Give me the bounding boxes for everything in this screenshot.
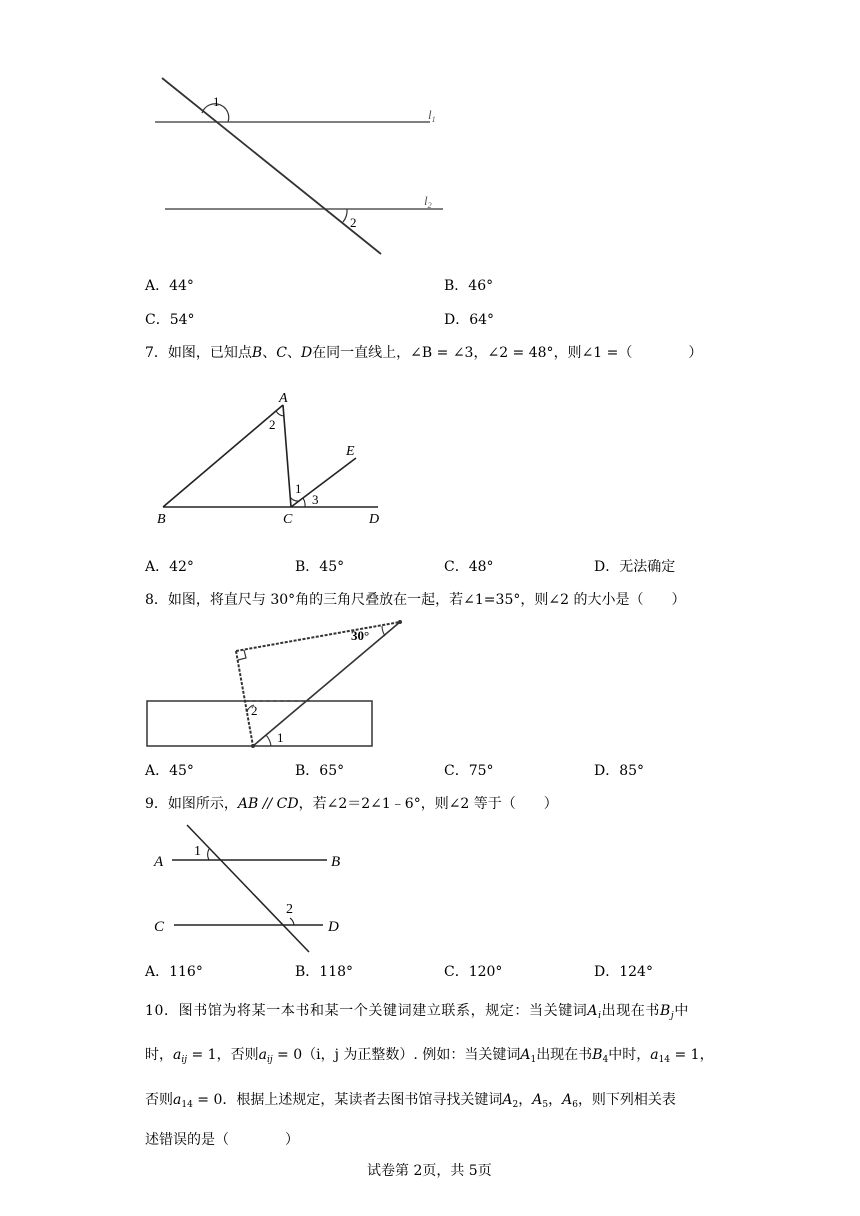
q6-label-2: 2 [350,215,357,230]
q8-option-d: D．85° [594,763,645,779]
q8-label-1: 1 [277,730,284,745]
q7-label-d: D [369,512,380,527]
q9-label-1: 1 [194,844,201,859]
q7-label-2: 2 [269,417,276,432]
q8-option-b: B．65° [295,763,345,779]
q6-option-a: A．44° [145,278,194,294]
q6-option-d: D．64° [444,312,495,328]
q9-label-d: D [328,919,339,935]
q9-label-b: B [331,854,341,870]
q9-angle2-arc [290,918,294,925]
q7-option-c: C．48° [444,559,494,575]
q9-label-2: 2 [286,902,293,917]
q10-line1: 10．图书馆为将某一本书和某一个关键词建立联系，规定：当关键词$A_i$出现在书$B_j$中 [145,1003,689,1021]
q7-label-3: 3 [312,492,319,507]
q7-stem: 7．如图，已知点B、C、D在同一直线上，∠B = ∠3，∠2 = 48°，则∠1 =（ ） [145,345,703,361]
q6-label-l1: $l_1$ [428,107,436,124]
q7-option-a: A．42° [145,559,194,575]
q6-label-l2: $l_2$ [424,193,432,210]
q8-stem: 8．如图，将直尺与 30°角的三角尺叠放在一起，若∠1=35°，则∠2 的大小是（ ） [145,592,686,608]
q9-option-a: A．116° [145,964,203,980]
q7-label-c: C [283,512,293,527]
q9-option-b: B．118° [295,964,354,980]
q10-line4: 述错误的是（ ） [145,1132,299,1148]
q9-transversal [187,825,309,952]
q9-option-d: D．124° [594,964,653,980]
q10-line3: 否则$a_{14} = 0$．根据上述规定，某读者去图书馆寻找关键词$A_2$，$A_5$，$A_6$，则下列相关表 [145,1092,676,1110]
q7-option-d: D．无法确定 [594,559,676,575]
q6-label-1: 1 [213,94,220,109]
q8-option-c: C．75° [444,763,494,779]
q7-option-b: B．45° [295,559,345,575]
q9-stem: 9．如图所示，AB // CD，若∠2＝2∠1﹣6°，则∠2 等于（ ） [145,796,558,812]
q9-angle1-arc [208,849,209,860]
q6-option-b: B．46° [444,278,494,294]
q7-label-e: E [346,444,355,459]
q9-label-a: A [154,854,164,870]
page-footer: 试卷第 2页，共 5页 [367,1163,492,1179]
q9-label-c: C [154,919,165,935]
q7-label-a: A [279,391,288,406]
q6-option-c: C．54° [145,312,195,328]
q8-label-2: 2 [251,703,258,718]
q7-label-1: 1 [295,481,302,496]
q10-line2: 时，$a_{ij} = 1$，否则$a_{ij} = 0(i$，j 为正整数）. 例如：当关键词$A_1$出现在书$B_4$中时，$a_{14} = 1$， [145,1047,714,1065]
q8-option-a: A．45° [145,763,194,779]
q9-option-c: C．120° [444,964,503,980]
q8-label-30: 30° [351,628,370,643]
q7-label-b: B [157,512,166,527]
